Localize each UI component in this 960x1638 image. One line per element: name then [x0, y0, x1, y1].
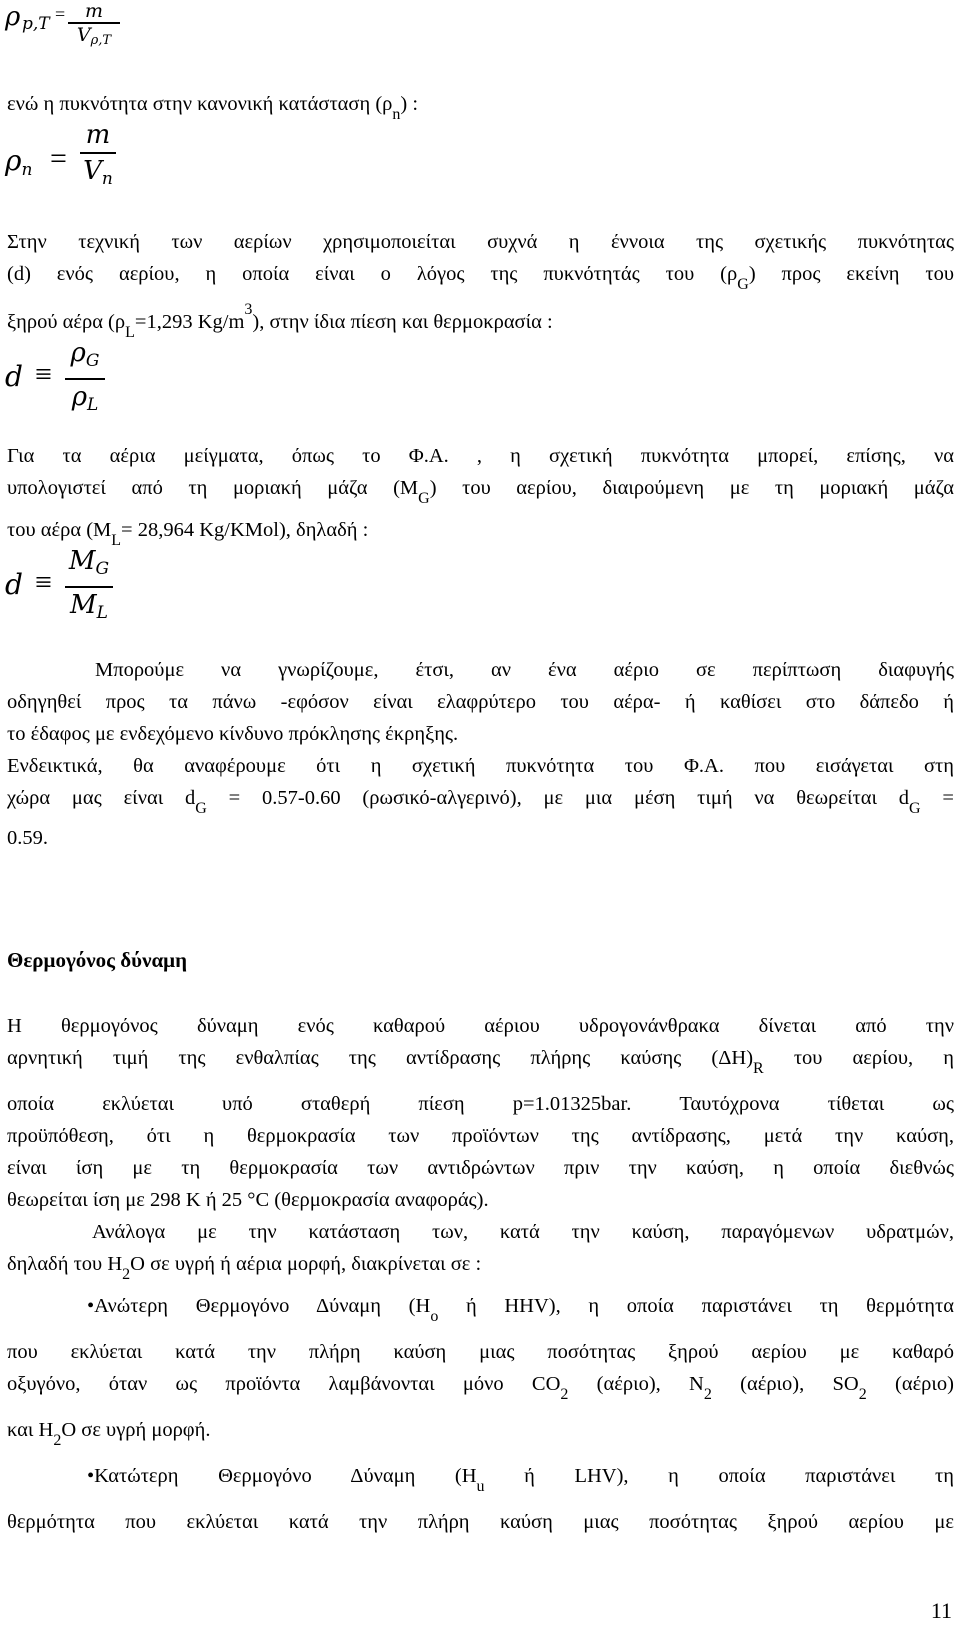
- para1-line2: (d) ενός αερίου, η οποία είναι ο λόγος της πυκνότητάς του $(\rho_G)$ προς εκείνη του: [7, 263, 954, 293]
- para3-line2: οδηγηθεί προς τα πάνω -εφόσον είναι ελαφρύτερο του αέρα- ή καθίσει στο δάπεδο ή: [7, 691, 954, 713]
- para2-line3: του αέρα ($M_L= 28,964$ Kg/KMol), δηλαδή :: [7, 519, 369, 549]
- para1-line3: ξηρού αέρα ($\rho_L=1,293$ $Kg/m^3$), στην ίδια πίεση και θερμοκρασία :: [7, 301, 553, 341]
- para3-line4: Ενδεικτικά, θα αναφέρουμε ότι η σχετική πυκνότητα του Φ.Α. που εισάγεται στη: [7, 755, 954, 777]
- normal-state-line: ενώ η πυκνότητα στην κανονική κατάσταση $(\rho_n)$ :: [7, 93, 419, 123]
- para4-line5: είναι ίση με τη θερμοκρασία των αντιδρώντων πριν την καύση, η οποία διεθνώς: [7, 1157, 954, 1179]
- document-page: ρ p,T = m $V_{\rho,T}$ ενώ η πυκνότητα στην κανονική κατάσταση $(\rho_n)$ : $\rho_n$ = m $V_n$ Στην τεχνική των αερίων χρησιμοποιείται συχνά η έννοια της σχετικής πυκνότητας (d) ενός αερίου, η οποία είναι ο λόγος της πυκνότητάς του $(\rho_G)$ προς εκείνη του ξηρού αέρα ($\rho_L=1,293$ $Kg/m^3$), στην ίδια πίεση και θερμοκρασία : d ≡ $\rho_G$ $\rho_L$ Για τα αέρια μείγματα, όπως το Φ.Α. , η σχετική πυκνότητα μπορεί, επίσης, να υπολογιστεί από τη μοριακή μάζα $(M_G)$ του αερίου, διαιρούμενη με τη μοριακή μάζα του αέρα ($M_L= 28,964$ Kg/KMol), δηλαδή : d ≡ $M_G$ $M_L$ Μπορούμε να γνωρίζουμε, έτσι, αν ένα αέριο σε περίπτωση διαφυγής οδηγηθεί προς τα πάνω -εφόσον είναι ελαφρύτερο του αέρα- ή καθίσει στο δάπεδο ή το έδαφος με ενδεχόμενο κίνδυνο πρόκλησης έκρηξης. Ενδεικτικά, θα αναφέρουμε ότι η σχετική πυκνότητα του Φ.Α. που εισάγεται στη χώρα μας είναι $d_G = 0.57-0.60$ (ρωσικό-αλγερινό), με μια μέση τιμή να θεωρείται $d_G$ = 0.59. Θερμογόνος δύναμη Η θερμογόνος δύναμη ενός καθαρού αέριου υδρογονάνθρακα δίνεται από την αρνητική τιμή της ενθαλπίας της αντίδρασης πλήρης καύσης $(\Delta H)_R$ του αερίου, η οποία εκλύεται υπό σταθερή πίεση p=1.01325bar. Ταυτόχρονα τίθεται ως προϋπόθεση, ότι η θερμοκρασία των προϊόντων της αντίδρασης, μετά την καύση, είναι ίση με τη θερμοκρασία των αντιδρώντων πριν την καύση, η οποία διεθνώς θεωρείται ίση με 298 K ή 25 °C (θερμοκρασία αναφοράς). Ανάλογα με την κατάσταση των, κατά την καύση, παραγόμενων υδρατμών, δηλαδή του $H_2O$ σε υγρή ή αέρια μορφή, διακρίνεται σε : •Ανώτερη Θερμογόνο Δύναμη ($H_o$ ή HHV), η οποία παριστάνει τη θερμότητα που εκλύεται κατά την πλήρη καύση μιας ποσότητας ξηρού αερίου με καθαρό οξυγόνο, όταν ως προϊόντα λαμβάνονται μόνο $CO_2$ (αέριο), $N_2$ (αέριο), $SO_2$ (αέριο) και $H_2O$ σε υγρή μορφή. •Κατώτερη Θερμογόνο Δύναμη ($H_u$ ή LHV), η οποία παριστάνει τη θερμότητα που εκλύεται κατά την πλήρη καύση μιας ποσότητας ξηρού αερίου με 11: [5, 0, 954, 1623]
- para3-line3: το έδαφος με ενδεχόμενο κίνδυνο πρόκλησης έκρηξης.: [7, 723, 459, 745]
- para4-line4: προϋπόθεση, ότι η θερμοκρασία των προϊόντων της αντίδρασης, μετά την καύση,: [7, 1125, 954, 1147]
- para2-line1: Για τα αέρια μείγματα, όπως το Φ.Α. , η σχετική πυκνότητα μπορεί, επίσης, να: [7, 445, 954, 467]
- para3-line5: χώρα μας είναι $d_G = 0.57-0.60$ (ρωσικό-αλγερινό), με μια μέση τιμή να θεωρείται $d_G$ =: [7, 787, 954, 817]
- section-heading: Θερμογόνος δύναμη: [7, 948, 187, 972]
- formula-d-m: d ≡ $M_G$ $M_L$: [5, 544, 145, 630]
- bullet-lhv-line2: θερμότητα που εκλύεται κατά την πλήρη καύση μιας ποσότητας ξηρού αερίου με: [7, 1511, 954, 1533]
- bullet-hhv-line1: •Ανώτερη Θερμογόνο Δύναμη ($H_o$ ή HHV), η οποία παριστάνει τη θερμότητα: [87, 1295, 954, 1325]
- para3-line1: Μπορούμε να γνωρίζουμε, έτσι, αν ένα αέριο σε περίπτωση διαφυγής: [95, 659, 954, 681]
- para2-line2: υπολογιστεί από τη μοριακή μάζα $(M_G)$ του αερίου, διαιρούμενη με τη μοριακή μάζα: [7, 477, 954, 507]
- para3-line6: 0.59.: [7, 827, 48, 849]
- para4-line1: Η θερμογόνος δύναμη ενός καθαρού αέριου υδρογονάνθρακα δίνεται από την: [7, 1015, 954, 1037]
- bullet-hhv-line3: οξυγόνο, όταν ως προϊόντα λαμβάνονται μόνο $CO_2$ (αέριο), $N_2$ (αέριο), $SO_2$ (αέριο): [7, 1373, 954, 1403]
- formula-d-rho: d ≡ $\rho_G$ $\rho_L$: [5, 336, 145, 422]
- para4-line6: θεωρείται ίση με 298 K ή 25 °C (θερμοκρασία αναφοράς).: [7, 1189, 489, 1211]
- para5-line1: Ανάλογα με την κατάσταση των, κατά την καύση, παραγόμενων υδρατμών,: [92, 1221, 954, 1243]
- para5-line2: δηλαδή του $H_2O$ σε υγρή ή αέρια μορφή, διακρίνεται σε :: [7, 1253, 482, 1283]
- bullet-hhv-line4: και $H_2O$ σε υγρή μορφή.: [7, 1419, 211, 1449]
- bullet-hhv-line2: που εκλύεται κατά την πλήρη καύση μιας ποσότητας ξηρού αερίου με καθαρό: [7, 1341, 954, 1363]
- page-number: 11: [930, 1598, 952, 1623]
- para4-line3: οποία εκλύεται υπό σταθερή πίεση p=1.01325bar. Ταυτόχρονα τίθεται ως: [7, 1093, 954, 1115]
- para1-line1: Στην τεχνική των αερίων χρησιμοποιείται συχνά η έννοια της σχετικής πυκνότητας: [7, 231, 954, 253]
- formula-rho-n: $\rho_n$ = m $V_n$: [5, 118, 145, 208]
- bullet-lhv-line1: •Κατώτερη Θερμογόνο Δύναμη ($H_u$ ή LHV), η οποία παριστάνει τη: [87, 1465, 954, 1495]
- para4-line2: αρνητική τιμή της ενθαλπίας της αντίδρασης πλήρης καύσης $(\Delta H)_R$ του αερίου, η: [7, 1047, 954, 1077]
